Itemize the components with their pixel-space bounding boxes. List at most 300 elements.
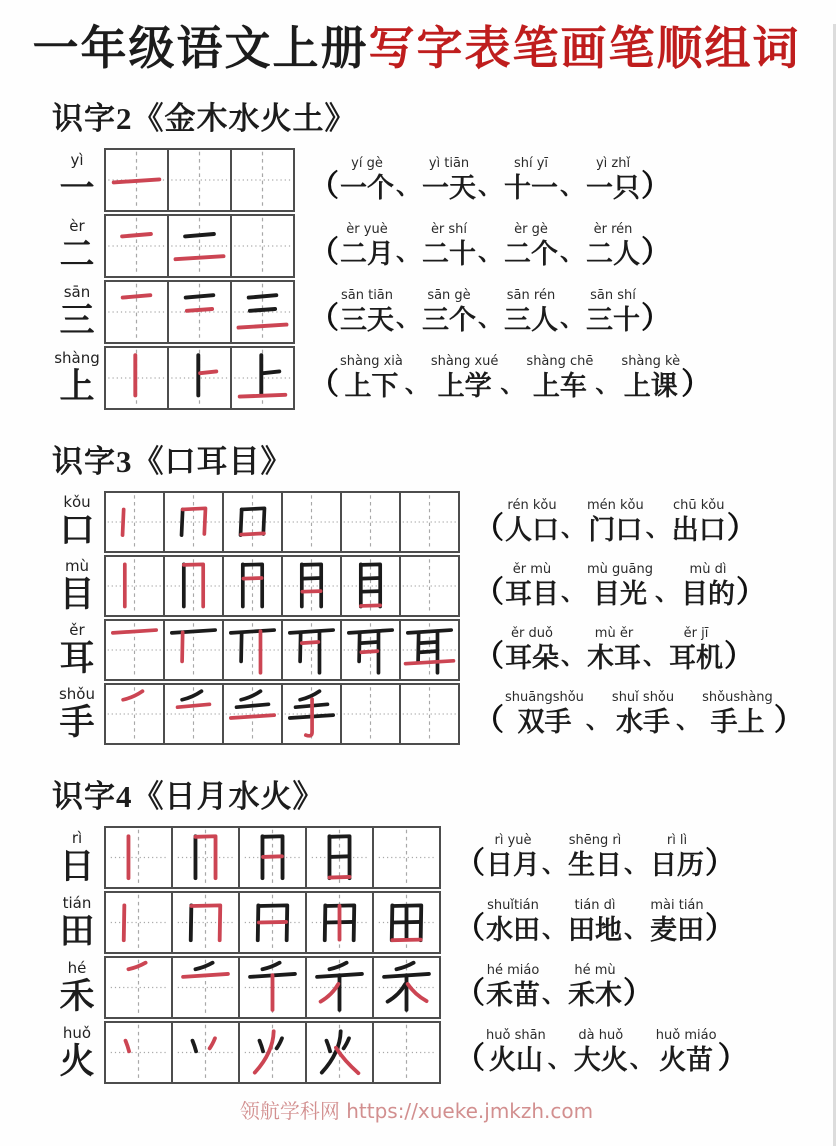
word-item	[586, 289, 640, 334]
word-pinyin: shàng kè	[621, 353, 681, 369]
row-pinyin: ěr	[69, 621, 85, 640]
word-text: 水田	[486, 915, 540, 946]
stroke-cell	[169, 348, 232, 408]
word-pinyin: tián dì	[574, 898, 616, 914]
stroke-cell	[165, 621, 224, 679]
char-column	[52, 621, 102, 679]
word-pinyin: èr yuè	[346, 221, 388, 237]
stroke-cell	[169, 282, 232, 342]
word-text: 上车	[532, 370, 587, 401]
stroke-step-svg	[374, 828, 439, 887]
char-row	[52, 956, 833, 1019]
word-text: 水手	[616, 706, 671, 737]
word-pinyin: ěr mù	[512, 561, 552, 577]
stroke-cell	[106, 621, 165, 679]
word-separator: 、	[560, 173, 584, 201]
word-separator: 、	[396, 239, 420, 267]
char-column	[52, 828, 102, 886]
row-pinyin: sān	[63, 283, 91, 302]
section	[52, 436, 833, 745]
word-item	[505, 627, 559, 672]
word-separator: 、	[561, 579, 585, 607]
word-item	[486, 964, 540, 1009]
words-group	[455, 834, 735, 879]
word-text: 上学	[437, 370, 492, 401]
stroke-cell	[106, 685, 165, 743]
word-item	[505, 691, 584, 736]
stroke-step-svg	[224, 621, 281, 679]
word-item	[587, 563, 653, 608]
stroke-step-svg	[307, 1023, 372, 1082]
stroke-cell	[342, 493, 401, 551]
stroke-grid	[104, 891, 441, 954]
char-column	[52, 958, 102, 1016]
stroke-cell	[374, 828, 439, 887]
word-pinyin: mù dì	[689, 561, 727, 577]
word-text: 二人	[586, 238, 640, 269]
stroke-grid	[104, 148, 295, 212]
word-text: 目光	[592, 578, 647, 609]
row-pinyin: mù	[64, 557, 90, 576]
word-pinyin: hé miáo	[486, 963, 540, 979]
word-separator: 、	[624, 915, 648, 943]
row-pinyin: kǒu	[63, 493, 91, 512]
paren-open: （	[474, 575, 504, 609]
stroke-step-svg	[374, 893, 439, 952]
row-character: 三	[59, 301, 95, 341]
word-text: 上课	[623, 370, 678, 401]
paren-open: （	[455, 912, 485, 946]
stroke-step-svg	[106, 621, 163, 679]
word-text: 二个	[504, 238, 558, 269]
char-row	[52, 214, 833, 278]
char-row	[52, 683, 833, 745]
stroke-step-svg	[106, 685, 163, 743]
paren-close: ）	[735, 575, 766, 609]
stroke-step-svg	[169, 348, 230, 408]
word-pinyin: mù ěr	[594, 625, 634, 641]
word-item	[681, 563, 735, 608]
word-pinyin: mài tián	[650, 898, 704, 914]
stroke-cell	[232, 216, 293, 276]
stroke-step-svg	[106, 348, 167, 408]
word-item	[422, 157, 476, 202]
stroke-cell	[224, 621, 283, 679]
stroke-step-svg	[106, 493, 163, 551]
char-row	[52, 280, 833, 344]
row-character: 上	[59, 367, 95, 407]
row-character: 火	[59, 1041, 95, 1081]
stroke-step-svg	[173, 1023, 238, 1082]
stroke-cell	[165, 557, 224, 615]
paren-close: ）	[773, 703, 804, 737]
word-pinyin: huǒ miáo	[655, 1028, 717, 1044]
word-text: 十一	[504, 172, 558, 203]
stroke-cell	[106, 348, 169, 408]
stroke-cell	[401, 557, 458, 615]
stroke-step-svg	[401, 557, 458, 615]
stroke-step-svg	[224, 557, 281, 615]
word-item	[422, 223, 476, 268]
char-column	[52, 349, 102, 407]
stroke-step-svg	[165, 493, 222, 551]
row-pinyin: shàng	[54, 349, 100, 368]
word-separator: 、	[396, 305, 420, 333]
word-pinyin: èr rén	[593, 221, 633, 237]
word-text: 手上	[710, 706, 765, 737]
word-item	[587, 627, 641, 672]
row-pinyin: tián	[62, 893, 92, 912]
row-character: 手	[59, 703, 95, 743]
word-item	[568, 834, 622, 879]
word-item	[504, 223, 558, 268]
stroke-step-svg	[307, 893, 372, 952]
stroke-cell	[307, 958, 374, 1017]
stroke-cell	[283, 685, 342, 743]
row-character: 日	[59, 846, 95, 886]
stroke-step-svg	[374, 1023, 439, 1082]
word-item	[621, 355, 680, 400]
word-pinyin: rì yuè	[494, 833, 532, 849]
row-pinyin: shǒu	[58, 685, 95, 704]
word-text: 二月	[340, 238, 394, 269]
word-pinyin: shàng chē	[526, 353, 594, 369]
paren-open: （	[455, 977, 485, 1011]
stroke-cell	[173, 828, 240, 887]
words-group	[309, 223, 671, 268]
word-text: 门口	[588, 514, 643, 545]
stroke-cell	[224, 557, 283, 615]
char-row	[52, 891, 833, 954]
word-pinyin: dà huǒ	[578, 1028, 624, 1044]
stroke-step-svg	[342, 557, 399, 615]
word-text: 火山	[488, 1045, 543, 1076]
stroke-cell	[240, 893, 307, 952]
stroke-grid	[104, 346, 295, 410]
word-item	[340, 223, 394, 268]
word-text: 三人	[504, 304, 558, 335]
stroke-step-svg	[169, 150, 230, 210]
paren-close: ）	[705, 912, 735, 946]
stroke-cell	[374, 1023, 439, 1082]
stroke-step-svg	[283, 493, 340, 551]
stroke-cell	[232, 150, 293, 210]
word-text: 上下	[344, 370, 399, 401]
row-pinyin: hé	[67, 958, 87, 977]
words-group	[309, 157, 671, 202]
char-column	[52, 557, 102, 615]
word-pinyin: shuǐ shǒu	[611, 689, 675, 705]
word-separator: 、	[560, 305, 584, 333]
stroke-step-svg	[307, 958, 372, 1017]
row-character: 目	[59, 575, 95, 615]
stroke-step-svg	[224, 493, 281, 551]
word-pinyin: shàng xué	[430, 353, 499, 369]
title-red-part: 写字表笔画笔顺组词	[368, 23, 801, 74]
stroke-step-svg	[165, 557, 222, 615]
stroke-cell	[307, 828, 374, 887]
word-separator: 、	[654, 579, 679, 607]
word-separator: 、	[547, 1045, 572, 1073]
word-separator: 、	[542, 980, 566, 1008]
char-column	[52, 493, 102, 551]
word-text: 大火	[573, 1045, 628, 1076]
word-text: 日月	[486, 850, 540, 881]
stroke-cell	[232, 348, 293, 408]
char-row	[52, 491, 833, 553]
word-item	[672, 499, 726, 544]
word-pinyin: èr gè	[514, 221, 548, 237]
word-separator: 、	[561, 643, 585, 671]
word-text: 一只	[586, 172, 640, 203]
word-item	[586, 223, 640, 268]
word-pinyin: èr shí	[430, 221, 468, 237]
word-pinyin: mén kǒu	[587, 497, 644, 513]
word-item	[505, 563, 559, 608]
stroke-cell	[374, 893, 439, 952]
word-pinyin: hé mù	[574, 963, 616, 979]
word-pinyin: ěr jī	[683, 625, 709, 641]
word-pinyin: sān tiān	[340, 287, 394, 303]
words-group	[455, 899, 735, 944]
stroke-cell	[106, 893, 173, 952]
word-separator: 、	[478, 173, 502, 201]
stroke-step-svg	[106, 282, 167, 342]
stroke-grid	[104, 280, 295, 344]
word-text: 火苗	[659, 1045, 714, 1076]
stroke-step-svg	[283, 557, 340, 615]
word-text: 三十	[586, 304, 640, 335]
char-column	[52, 1023, 102, 1081]
word-item	[486, 834, 540, 879]
paren-close: ）	[641, 169, 671, 203]
stroke-cell	[401, 621, 458, 679]
words-group	[309, 355, 711, 400]
word-text: 日历	[650, 850, 704, 881]
word-text: 人口	[505, 514, 559, 545]
word-item	[568, 964, 622, 1009]
stroke-step-svg	[106, 1023, 171, 1082]
paren-close: ）	[726, 511, 757, 545]
word-separator: 、	[645, 515, 670, 543]
words-group	[474, 563, 766, 608]
word-text: 一个	[340, 172, 394, 203]
row-character: 二	[59, 235, 95, 275]
stroke-grid	[104, 1021, 441, 1084]
word-item	[587, 499, 644, 544]
word-item	[422, 289, 476, 334]
word-pinyin: yì tiān	[428, 155, 470, 171]
word-item	[568, 899, 622, 944]
word-pinyin: yì zhǐ	[595, 155, 631, 171]
word-text: 三天	[340, 304, 394, 335]
word-item	[650, 834, 704, 879]
paren-open: （	[474, 511, 504, 545]
word-separator: 、	[595, 371, 620, 399]
stroke-step-svg	[165, 685, 222, 743]
word-text: 禾木	[568, 980, 622, 1011]
stroke-cell	[173, 893, 240, 952]
stroke-step-svg	[401, 685, 458, 743]
word-text: 麦田	[650, 915, 704, 946]
word-separator: 、	[542, 850, 566, 878]
word-text: 三个	[422, 304, 476, 335]
paren-close: ）	[623, 977, 653, 1011]
word-separator: 、	[676, 707, 701, 735]
word-separator: 、	[561, 515, 585, 543]
word-pinyin: shuǐtián	[487, 898, 539, 914]
char-row	[52, 826, 833, 889]
paren-open: （	[474, 639, 504, 673]
stroke-cell	[106, 282, 169, 342]
stroke-step-svg	[283, 621, 340, 679]
word-text: 田地	[568, 915, 622, 946]
stroke-cell	[240, 958, 307, 1017]
word-item	[504, 157, 558, 202]
char-column	[52, 685, 102, 743]
paren-close: ）	[724, 639, 754, 673]
stroke-grid	[104, 555, 460, 617]
stroke-cell	[283, 493, 342, 551]
stroke-cell	[374, 958, 439, 1017]
stroke-cell	[342, 685, 401, 743]
word-item	[612, 691, 674, 736]
stroke-grid	[104, 826, 441, 889]
word-item	[505, 499, 559, 544]
stroke-step-svg	[240, 893, 305, 952]
row-pinyin: èr	[69, 217, 85, 236]
word-separator: 、	[542, 915, 566, 943]
stroke-cell	[173, 1023, 240, 1082]
word-pinyin: rén kǒu	[507, 497, 557, 513]
paren-open: （	[309, 367, 339, 401]
word-pinyin: chū kǒu	[673, 497, 725, 513]
stroke-grid	[104, 491, 460, 553]
stroke-cell	[169, 150, 232, 210]
words-group	[474, 627, 754, 672]
words-group	[474, 499, 757, 544]
row-pinyin: huǒ	[62, 1023, 92, 1042]
char-row	[52, 346, 833, 410]
word-text: 双手	[517, 706, 572, 737]
word-item	[486, 899, 540, 944]
words-group	[309, 289, 671, 334]
word-separator: 、	[560, 239, 584, 267]
word-text: 目的	[680, 578, 735, 609]
word-text: 二十	[422, 238, 476, 269]
row-pinyin: rì	[71, 828, 83, 847]
char-row	[52, 555, 833, 617]
word-text: 出口	[671, 514, 726, 545]
stroke-cell	[106, 958, 173, 1017]
row-pinyin: yì	[70, 151, 84, 170]
stroke-grid	[104, 214, 295, 278]
word-item	[431, 355, 499, 400]
stroke-cell	[232, 282, 293, 342]
word-pinyin: shuāngshǒu	[505, 689, 584, 705]
word-pinyin: yí gè	[351, 155, 383, 171]
stroke-grid	[104, 956, 441, 1019]
stroke-cell	[106, 828, 173, 887]
paren-close: ）	[641, 301, 671, 335]
words-group	[455, 964, 653, 1009]
stroke-step-svg	[106, 557, 163, 615]
stroke-step-svg	[283, 685, 340, 743]
word-separator: 、	[478, 305, 502, 333]
word-pinyin: shí yī	[513, 155, 549, 171]
word-text: 木耳	[587, 642, 641, 673]
stroke-cell	[342, 621, 401, 679]
worksheet-page	[0, 24, 836, 1146]
word-item	[669, 627, 723, 672]
paren-open: （	[474, 703, 504, 737]
word-pinyin: ěr duǒ	[511, 625, 553, 641]
word-separator: 、	[643, 643, 667, 671]
stroke-cell	[106, 216, 169, 276]
words-group	[474, 691, 804, 736]
stroke-step-svg	[106, 150, 167, 210]
stroke-cell	[307, 893, 374, 952]
stroke-grid	[104, 683, 460, 745]
sections-container	[0, 93, 833, 1084]
word-item	[526, 355, 593, 400]
stroke-step-svg	[232, 348, 293, 408]
stroke-cell	[224, 493, 283, 551]
word-pinyin: sān gè	[427, 287, 471, 303]
stroke-step-svg	[307, 828, 372, 887]
row-character: 口	[59, 511, 95, 551]
paren-open: （	[455, 1042, 485, 1076]
word-item	[504, 289, 558, 334]
stroke-cell	[342, 557, 401, 615]
word-pinyin: shàng xià	[340, 353, 403, 369]
stroke-step-svg	[232, 216, 293, 276]
stroke-cell	[106, 150, 169, 210]
watermark: 领航学科网 https://xueke.jmkzh.com	[239, 1099, 594, 1123]
row-character: 一	[59, 169, 95, 209]
stroke-step-svg	[106, 958, 171, 1017]
word-item	[340, 289, 394, 334]
section-header: 识字4《日月水火》	[52, 778, 325, 814]
word-separator: 、	[624, 850, 648, 878]
word-pinyin: sān rén	[506, 287, 556, 303]
char-row	[52, 148, 833, 212]
stroke-step-svg	[173, 828, 238, 887]
stroke-cell	[106, 1023, 173, 1082]
paren-open: （	[309, 301, 339, 335]
char-column	[52, 217, 102, 275]
char-column	[52, 151, 102, 209]
stroke-step-svg	[232, 150, 293, 210]
word-text: 禾苗	[486, 980, 540, 1011]
word-separator: 、	[396, 173, 420, 201]
paren-open: （	[455, 847, 485, 881]
char-row	[52, 1021, 833, 1084]
stroke-step-svg	[240, 958, 305, 1017]
word-item	[340, 157, 394, 202]
section	[52, 771, 833, 1084]
word-separator: 、	[629, 1045, 654, 1073]
word-text: 耳目	[505, 578, 559, 609]
stroke-cell	[106, 557, 165, 615]
section-header: 识字2《金木水火土》	[52, 100, 357, 136]
word-text: 耳朵	[505, 642, 559, 673]
stroke-step-svg	[165, 621, 222, 679]
paren-close: ）	[717, 1042, 748, 1076]
stroke-cell	[224, 685, 283, 743]
row-character: 田	[59, 911, 95, 951]
word-separator: 、	[478, 239, 502, 267]
